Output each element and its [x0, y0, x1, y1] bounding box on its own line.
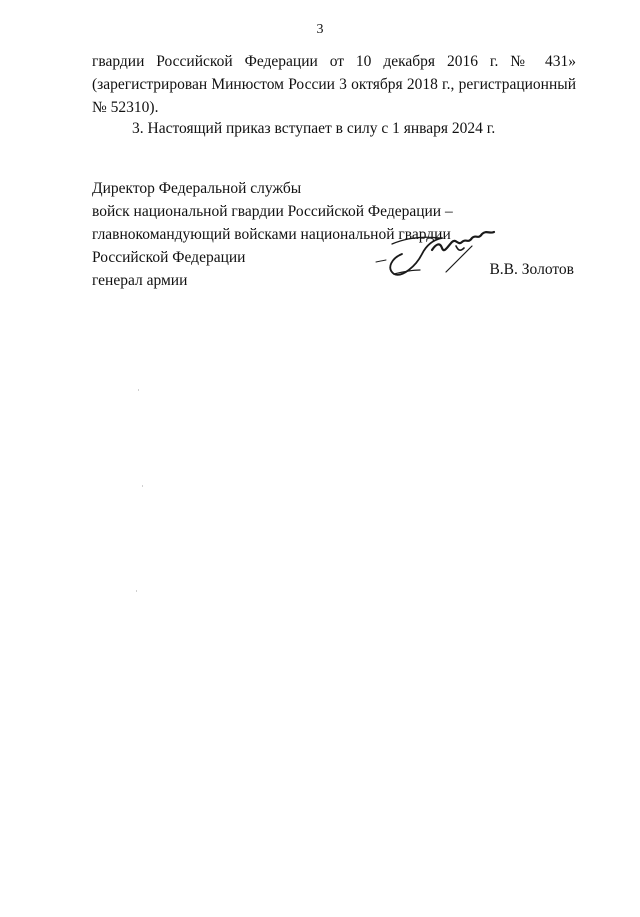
scan-speck: [138, 389, 139, 391]
paragraph-line: (зарегистрирован Минюстом России 3 октября 2018 г., регистрационный: [92, 76, 576, 93]
signatory-position-line: Директор Федеральной службы: [92, 180, 302, 197]
paragraph-effective-date: 3. Настоящий приказ вступает в силу с 1 января 2024 г.: [132, 120, 496, 137]
signer-name: В.В. Золотов: [489, 261, 574, 278]
scan-speck: [142, 485, 143, 487]
signatory-position-line: главнокомандующий войсками национальной гвардии: [92, 226, 451, 243]
paragraph-line: № 52310).: [92, 99, 159, 116]
page-number: 3: [316, 22, 324, 37]
signatory-position-line: Российской Федерации: [92, 249, 246, 266]
handwritten-signature: [372, 224, 502, 284]
paragraph-line: гвардии Российской Федерации от 10 декабря 2016 г. № 431»: [92, 53, 576, 70]
signatory-position-line: генерал армии: [92, 272, 188, 289]
scan-speck: [136, 590, 137, 592]
signatory-position-line: войск национальной гвардии Российской Федерации –: [92, 203, 453, 220]
paragraph-continuation: [92, 50, 576, 119]
